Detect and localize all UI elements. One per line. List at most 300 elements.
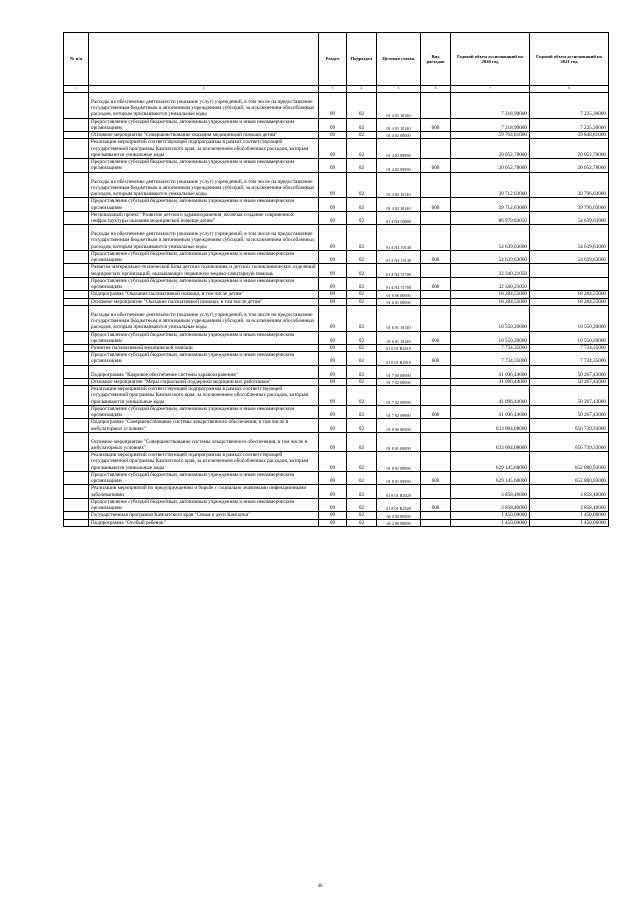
row-name-text: Предоставление субсидий бюджетным, автономным учреждениям и иным некоммерческим организациям xyxy=(91,250,295,264)
cell-podrazdel: 02 xyxy=(347,198,377,211)
cell-vid xyxy=(421,344,451,351)
table-row xyxy=(64,352,609,365)
cell-amount-2021: 18 284,55000 xyxy=(530,291,609,298)
table-row xyxy=(64,498,609,511)
cell-amount-2020: 633 004,08000 xyxy=(451,432,530,451)
row-name-text: Основное мероприятие "Оказание паллиативной помощи, в том числе детям" xyxy=(91,298,263,305)
cell-vid xyxy=(421,305,451,331)
cell-vid: 600 xyxy=(421,405,451,418)
cell-podrazdel: 02 xyxy=(347,298,377,305)
cell-amount-2020: 20 052,78000 xyxy=(451,139,530,159)
cell-podrazdel: 02 xyxy=(347,172,377,198)
cell-amount-2020: 633 004,08000 xyxy=(451,419,530,432)
cell-name xyxy=(89,386,319,406)
cell-razdel: 09 xyxy=(319,432,347,451)
cell-name xyxy=(89,471,319,484)
cell-amount-2020: 3 858,40000 xyxy=(451,485,530,498)
row-name-text: Реализация мероприятий по предупреждению и борьбе с социально значимыми инфекционными заболеваниями xyxy=(91,485,307,498)
cell-vid xyxy=(421,211,451,224)
cell-target-article: 01 4 N4 10140 xyxy=(377,250,421,263)
row-name-text: Реализация мероприятий соответствующей подпрограммы в рамках соответствующей государственной программы Камчатского края, за исключением обособленных расходов, которым присваиваются уникальные коды xyxy=(91,139,309,158)
cell-amount-2021: 10 550,20000 xyxy=(530,305,609,331)
cell-target-article: 01 4 02 00000 xyxy=(377,132,421,139)
row-name-text: Предоставление субсидий бюджетным, автономным учреждениям и иным некоммерческим организациям xyxy=(91,118,295,131)
cell-vid: 600 xyxy=(421,498,451,511)
col-number: 8 xyxy=(530,86,609,93)
cell-target-article: 01 4 N4 10140 xyxy=(377,225,421,251)
cell-amount-2020: 41 096,44000 xyxy=(451,386,530,406)
table-row xyxy=(64,519,609,526)
row-name-text: Предоставление субсидий бюджетным, автономным учреждениям и иным некоммерческим организациям xyxy=(91,277,295,291)
cell-podrazdel: 02 xyxy=(347,132,377,139)
cell-name xyxy=(89,352,319,365)
table-row xyxy=(64,432,609,451)
cell-vid xyxy=(421,298,451,305)
cell-amount-2021: 1 450,00000 xyxy=(530,519,609,526)
row-name-text: Государственная программа Камчатского края "Семья и дети Камчатки" xyxy=(91,512,251,519)
row-name-text: Основное мероприятие "Совершенствование оказания медицинской помощи детям" xyxy=(91,132,278,139)
cell-razdel: 09 xyxy=(319,277,347,290)
budget-table xyxy=(63,32,609,527)
cell-podrazdel: 02 xyxy=(347,93,377,119)
cell-target-article: 01 8 01 00000 xyxy=(377,432,421,451)
cell-num xyxy=(64,352,89,365)
cell-amount-2020: 54 639,63000 xyxy=(451,225,530,251)
col-header-vid: Вид расходов xyxy=(421,33,451,86)
col-number: 4 xyxy=(347,86,377,93)
cell-name xyxy=(89,250,319,263)
cell-num xyxy=(64,172,89,198)
row-name-text: Подпрограмма "Кадровое обеспечение системы здравоохранения" xyxy=(91,371,238,378)
cell-num xyxy=(64,118,89,131)
cell-amount-2020: 10 550,20000 xyxy=(451,305,530,331)
table-row xyxy=(64,250,609,263)
cell-razdel: 09 xyxy=(319,172,347,198)
cell-razdel: 09 xyxy=(319,452,347,472)
cell-amount-2021: 54 639,63000 xyxy=(530,250,609,263)
cell-amount-2021: 39 796,03000 xyxy=(530,198,609,211)
table-row xyxy=(64,331,609,344)
cell-amount-2020: 20 052,78000 xyxy=(451,159,530,172)
cell-target-article: 01 8 01 R2020 xyxy=(377,498,421,511)
cell-amount-2021: 18 284,55000 xyxy=(530,298,609,305)
cell-vid xyxy=(421,264,451,277)
cell-amount-2020: 39 712,03000 xyxy=(451,198,530,211)
col-header-name xyxy=(89,33,319,86)
cell-target-article: 01 4 01 10140 xyxy=(377,93,421,119)
cell-podrazdel: 02 xyxy=(347,331,377,344)
cell-target-article: 01 7 02 00000 xyxy=(377,378,421,385)
cell-razdel: 09 xyxy=(319,211,347,224)
table-row xyxy=(64,344,609,351)
cell-num xyxy=(64,485,89,498)
cell-amount-2021: 50 267,43000 xyxy=(530,365,609,378)
row-name-text: Развитие материально-технической базы детских поликлиник и детских поликлинических отделений медицинских организаций, оказывающих первичную медико-санитарную помощь xyxy=(91,264,316,277)
cell-target-article: 01 7 02 09990 xyxy=(377,405,421,418)
cell-name xyxy=(89,419,319,432)
cell-vid: 600 xyxy=(421,352,451,365)
cell-podrazdel: 02 xyxy=(347,386,377,406)
cell-razdel: 09 xyxy=(319,331,347,344)
cell-amount-2021: 1 450,00000 xyxy=(530,512,609,519)
cell-vid xyxy=(421,378,451,385)
cell-name xyxy=(89,139,319,159)
cell-podrazdel: 02 xyxy=(347,512,377,519)
cell-podrazdel: 02 xyxy=(347,264,377,277)
cell-podrazdel: 02 xyxy=(347,139,377,159)
cell-num xyxy=(64,93,89,119)
cell-amount-2021: 20 052,78000 xyxy=(530,139,609,159)
cell-vid xyxy=(421,452,451,472)
row-name-text: Предоставление субсидий бюджетным, автономным учреждениям и иным некоммерческим организациям xyxy=(91,352,295,365)
cell-amount-2020: 7 734,35000 xyxy=(451,352,530,365)
table-row xyxy=(64,139,609,159)
cell-amount-2021: 3 858,40000 xyxy=(530,498,609,511)
cell-razdel: 09 xyxy=(319,386,347,406)
cell-amount-2020: 39 712,03000 xyxy=(451,172,530,198)
cell-num xyxy=(64,264,89,277)
cell-num xyxy=(64,405,89,418)
cell-amount-2020: 629 145,68000 xyxy=(451,452,530,472)
cell-amount-2020: 86 979,84050 xyxy=(451,211,530,224)
cell-num xyxy=(64,498,89,511)
cell-podrazdel: 02 xyxy=(347,405,377,418)
cell-target-article: 01 6 00 00000 xyxy=(377,291,421,298)
col-header-2020: Годовой объем ассигнований на 2020 год xyxy=(451,33,530,86)
cell-vid: 600 xyxy=(421,471,451,484)
column-number-row xyxy=(64,86,609,93)
cell-amount-2021: 54 639,63000 xyxy=(530,225,609,251)
cell-razdel: 09 xyxy=(319,519,347,526)
cell-vid xyxy=(421,512,451,519)
cell-razdel: 09 xyxy=(319,250,347,263)
cell-target-article: 01 7 00 00000 xyxy=(377,365,421,378)
cell-razdel: 09 xyxy=(319,485,347,498)
row-name-text: Предоставление субсидий бюджетным, автономным учреждениям и иным некоммерческим организациям xyxy=(91,471,295,485)
cell-amount-2020: 7 218,90000 xyxy=(451,118,530,131)
cell-razdel: 09 xyxy=(319,139,347,159)
table-row xyxy=(64,118,609,131)
cell-podrazdel: 02 xyxy=(347,452,377,472)
table-row xyxy=(64,386,609,406)
cell-amount-2020: 7 734,35000 xyxy=(451,344,530,351)
cell-podrazdel: 02 xyxy=(347,225,377,251)
cell-num xyxy=(64,159,89,172)
col-number: 6 xyxy=(421,86,451,93)
cell-target-article: 01 8 00 00000 xyxy=(377,419,421,432)
cell-target-article: 01 8 01 R2020 xyxy=(377,485,421,498)
cell-amount-2021: 39 796,03000 xyxy=(530,172,609,198)
cell-amount-2020: 54 639,63000 xyxy=(451,250,530,263)
cell-amount-2021: 652 880,93000 xyxy=(530,452,609,472)
cell-target-article: 04 2 00 00000 xyxy=(377,519,421,526)
cell-podrazdel: 02 xyxy=(347,419,377,432)
cell-name xyxy=(89,378,319,385)
cell-vid xyxy=(421,386,451,406)
cell-podrazdel: 02 xyxy=(347,211,377,224)
cell-target-article: 01 4 02 10140 xyxy=(377,198,421,211)
cell-num xyxy=(64,331,89,344)
row-name-text: Реализация мероприятий соответствующей подпрограммы в рамках соответствующей государственной программы Камчатского края, за исключением обособленных расходов, которым присваиваются уникальные коды xyxy=(91,386,309,405)
cell-vid xyxy=(421,485,451,498)
table-row xyxy=(64,378,609,385)
cell-amount-2021: 656 739,33000 xyxy=(530,419,609,432)
cell-amount-2020: 59 764,81000 xyxy=(451,132,530,139)
header-row xyxy=(64,33,609,86)
col-number: 5 xyxy=(377,86,421,93)
row-name-text: Основное мероприятие "Совершенствование системы лекарственного обеспечения, в том числе в амбулаторных условиях" xyxy=(91,438,308,452)
cell-num xyxy=(64,277,89,290)
cell-num xyxy=(64,419,89,432)
cell-name xyxy=(89,198,319,211)
cell-target-article: 01 6 01 R2010 xyxy=(377,352,421,365)
cell-amount-2021 xyxy=(530,277,609,290)
page-number: 46 xyxy=(317,884,323,889)
cell-num xyxy=(64,211,89,224)
cell-podrazdel: 02 xyxy=(347,432,377,451)
cell-target-article: 01 4 02 09990 xyxy=(377,159,421,172)
row-name-text: Реализация мероприятий соответствующей подпрограммы в рамках соответствующей государственной программы Камчатского края, за исключением обособленных расходов, которым присваиваются уникальные коды xyxy=(91,452,309,471)
cell-target-article: 01 6 01 00000 xyxy=(377,298,421,305)
cell-name xyxy=(89,211,319,224)
cell-num xyxy=(64,386,89,406)
col-header-razdel: Раздел xyxy=(319,33,347,86)
cell-target-article: 01 8 01 09990 xyxy=(377,471,421,484)
cell-target-article: 01 4 02 09990 xyxy=(377,139,421,159)
table-row xyxy=(64,225,609,251)
cell-razdel: 09 xyxy=(319,93,347,119)
row-name-text: Предоставление субсидий бюджетным, автономным учреждениям и иным некоммерческим организациям xyxy=(91,159,295,172)
cell-podrazdel: 02 xyxy=(347,365,377,378)
cell-razdel: 09 xyxy=(319,159,347,172)
row-name-text: Расходы на обеспечение деятельности (оказание услуг) учреждений, в том числе на предоставление государственным бюджетным и автономным учреждениям субсидий, за исключением обособленных расходов, которым присваиваются уникальные коды xyxy=(91,311,315,331)
cell-amount-2021: 652 880,93000 xyxy=(530,471,609,484)
cell-name xyxy=(89,331,319,344)
cell-name xyxy=(89,512,319,519)
cell-num xyxy=(64,139,89,159)
cell-amount-2020: 1 450,00000 xyxy=(451,512,530,519)
cell-name xyxy=(89,405,319,418)
row-name-text: Региональный проект "Развитие детского здравоохранения, включая создание современной инфраструктуры оказания медицинской помощи детям" xyxy=(91,211,294,224)
cell-podrazdel: 02 xyxy=(347,277,377,290)
cell-name xyxy=(89,264,319,277)
table-row xyxy=(64,211,609,224)
cell-vid: 600 xyxy=(421,118,451,131)
cell-amount-2020: 18 284,55000 xyxy=(451,291,530,298)
cell-vid xyxy=(421,291,451,298)
table-row xyxy=(64,305,609,331)
cell-amount-2021: 656 739,33000 xyxy=(530,432,609,451)
cell-target-article: 04 0 00 00000 xyxy=(377,512,421,519)
row-name-text: Расходы на обеспечение деятельности (оказание услуг) учреждений, в том числе на предоставление государственным бюджетным и автономным учреждениям субсидий, за исключением обособленных расходов, которым присваиваются уникальные коды xyxy=(91,178,315,198)
cell-podrazdel: 02 xyxy=(347,498,377,511)
cell-razdel: 09 xyxy=(319,352,347,365)
cell-target-article: 01 6 01 10140 xyxy=(377,331,421,344)
cell-razdel: 09 xyxy=(319,198,347,211)
cell-amount-2021: 7 225,30000 xyxy=(530,118,609,131)
cell-vid xyxy=(421,139,451,159)
cell-amount-2021: 7 734,35000 xyxy=(530,344,609,351)
cell-amount-2020: 41 096,44000 xyxy=(451,378,530,385)
cell-num xyxy=(64,132,89,139)
cell-num xyxy=(64,344,89,351)
cell-vid xyxy=(421,419,451,432)
cell-vid xyxy=(421,225,451,251)
cell-amount-2021: 59 848,81000 xyxy=(530,132,609,139)
cell-name xyxy=(89,118,319,131)
cell-vid xyxy=(421,519,451,526)
cell-amount-2021: 50 267,43000 xyxy=(530,386,609,406)
cell-name xyxy=(89,519,319,526)
cell-target-article: 01 7 02 09990 xyxy=(377,386,421,406)
table-row xyxy=(64,405,609,418)
cell-num xyxy=(64,519,89,526)
cell-amount-2021: 54 639,63000 xyxy=(530,211,609,224)
cell-amount-2021: 50 267,43000 xyxy=(530,405,609,418)
cell-amount-2021: 10 550,20000 xyxy=(530,331,609,344)
table-row xyxy=(64,298,609,305)
cell-razdel: 09 xyxy=(319,365,347,378)
cell-name xyxy=(89,172,319,198)
cell-target-article: 01 4 N4 51700 xyxy=(377,277,421,290)
cell-name xyxy=(89,452,319,472)
cell-amount-2020: 32 340,21050 xyxy=(451,277,530,290)
col-number: 1 xyxy=(64,86,89,93)
col-number: 2 xyxy=(89,86,319,93)
cell-name xyxy=(89,298,319,305)
col-header-2021: Годовой объем ассигнований на 2021 год xyxy=(530,33,609,86)
cell-razdel: 09 xyxy=(319,471,347,484)
table-body xyxy=(64,93,609,527)
cell-podrazdel: 02 xyxy=(347,485,377,498)
cell-podrazdel: 02 xyxy=(347,378,377,385)
row-name-text: Основное мероприятие "Меры социальной поддержки медицинских работников" xyxy=(91,378,272,385)
cell-razdel: 09 xyxy=(319,132,347,139)
col-number: 3 xyxy=(319,86,347,93)
cell-amount-2021 xyxy=(530,264,609,277)
row-name-text: Расходы на обеспечение деятельности (оказание услуг) учреждений, в том числе на предоставление государственным бюджетным и автономным учреждениям субсидий, за исключением обособленных расходов, которым присваиваются уникальные коды xyxy=(91,231,315,250)
cell-amount-2020: 10 550,20000 xyxy=(451,331,530,344)
cell-razdel: 09 xyxy=(319,118,347,131)
cell-name xyxy=(89,432,319,451)
cell-name xyxy=(89,305,319,331)
cell-podrazdel: 02 xyxy=(347,291,377,298)
cell-num xyxy=(64,471,89,484)
cell-razdel: 09 xyxy=(319,344,347,351)
table-row xyxy=(64,471,609,484)
col-header-podrazdel: Подраздел xyxy=(347,33,377,86)
row-name-text: Подпрограмма "Совершенствование системы лекарственного обеспечения, в том числе в амбулаторных условиях" xyxy=(91,419,289,432)
cell-target-article: 01 4 02 10140 xyxy=(377,172,421,198)
cell-vid: 600 xyxy=(421,159,451,172)
col-header-num: № п/п xyxy=(64,33,89,86)
table-row xyxy=(64,172,609,198)
cell-podrazdel: 02 xyxy=(347,471,377,484)
cell-podrazdel: 02 xyxy=(347,118,377,131)
cell-razdel: 09 xyxy=(319,512,347,519)
row-name-text: Предоставление субсидий бюджетным, автономным учреждениям и иным некоммерческим организациям xyxy=(91,198,295,211)
row-name-text: Расходы на обеспечение деятельности (оказание услуг) учреждений, в том числе на предоставление государственным бюджетным и автономным учреждениям субсидий, за исключением обособленных расходов, которым присваиваются уникальные коды xyxy=(91,99,315,118)
table-row xyxy=(64,365,609,378)
cell-num xyxy=(64,512,89,519)
cell-target-article: 01 4 N4 00000 xyxy=(377,211,421,224)
cell-vid xyxy=(421,365,451,378)
cell-razdel: 09 xyxy=(319,264,347,277)
table-row xyxy=(64,291,609,298)
table-row xyxy=(64,452,609,472)
cell-razdel: 09 xyxy=(319,298,347,305)
cell-vid xyxy=(421,93,451,119)
row-name-text: Предоставление субсидий бюджетным, автономным учреждениям и иным некоммерческим организациям xyxy=(91,498,295,512)
cell-name xyxy=(89,344,319,351)
cell-name xyxy=(89,93,319,119)
cell-vid: 600 xyxy=(421,277,451,290)
cell-podrazdel: 02 xyxy=(347,352,377,365)
cell-razdel: 09 xyxy=(319,291,347,298)
cell-num xyxy=(64,378,89,385)
table-row xyxy=(64,419,609,432)
cell-num xyxy=(64,198,89,211)
cell-num xyxy=(64,432,89,451)
budget-table-sheet xyxy=(63,32,608,527)
cell-amount-2020: 3 858,40000 xyxy=(451,498,530,511)
table-row xyxy=(64,512,609,519)
table-row xyxy=(64,198,609,211)
cell-vid: 600 xyxy=(421,250,451,263)
table-row xyxy=(64,485,609,498)
cell-amount-2021: 7 734,35000 xyxy=(530,352,609,365)
cell-target-article: 01 6 01 10140 xyxy=(377,305,421,331)
cell-razdel: 09 xyxy=(319,378,347,385)
cell-amount-2020: 41 096,44000 xyxy=(451,365,530,378)
cell-num xyxy=(64,291,89,298)
cell-podrazdel: 02 xyxy=(347,344,377,351)
table-row xyxy=(64,159,609,172)
cell-num xyxy=(64,225,89,251)
cell-podrazdel: 02 xyxy=(347,305,377,331)
cell-target-article: 01 8 01 09990 xyxy=(377,452,421,472)
cell-num xyxy=(64,305,89,331)
cell-razdel: 09 xyxy=(319,498,347,511)
cell-name xyxy=(89,159,319,172)
cell-name xyxy=(89,132,319,139)
cell-vid: 600 xyxy=(421,331,451,344)
cell-amount-2020: 7 218,90000 xyxy=(451,93,530,119)
cell-amount-2020: 32 340,21050 xyxy=(451,264,530,277)
cell-razdel: 09 xyxy=(319,419,347,432)
cell-podrazdel: 02 xyxy=(347,159,377,172)
cell-razdel: 09 xyxy=(319,225,347,251)
row-name-text: Развитие паллиативной медицинской помощи xyxy=(91,344,193,351)
cell-amount-2021: 50 267,43000 xyxy=(530,378,609,385)
cell-name xyxy=(89,277,319,290)
cell-num xyxy=(64,452,89,472)
cell-num xyxy=(64,250,89,263)
col-header-target: Целевая статья xyxy=(377,33,421,86)
cell-vid: 600 xyxy=(421,198,451,211)
cell-vid xyxy=(421,132,451,139)
cell-num xyxy=(64,298,89,305)
cell-razdel: 09 xyxy=(319,405,347,418)
cell-amount-2021: 20 052,78000 xyxy=(530,159,609,172)
cell-name xyxy=(89,498,319,511)
cell-target-article: 01 4 01 10140 xyxy=(377,118,421,131)
cell-name xyxy=(89,225,319,251)
cell-podrazdel: 02 xyxy=(347,250,377,263)
cell-amount-2021: 7 225,30000 xyxy=(530,93,609,119)
row-name-text: Подпрограмма "Оказание паллиативной помощи, в том числе детям" xyxy=(91,291,244,298)
cell-podrazdel: 02 xyxy=(347,519,377,526)
